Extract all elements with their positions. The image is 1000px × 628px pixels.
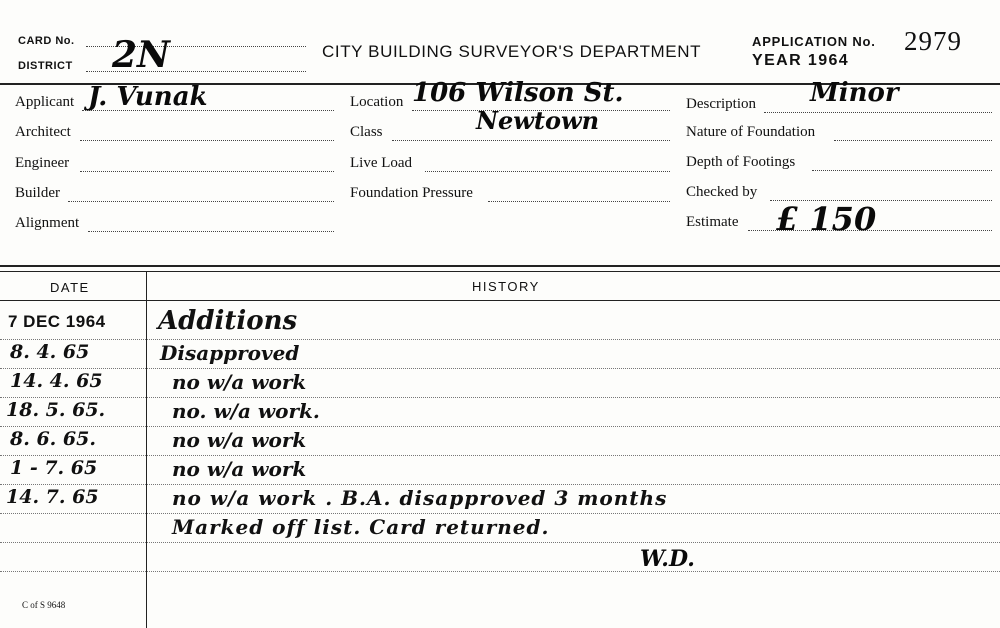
- ruled-line: [0, 484, 1000, 485]
- depth-of-footings-label: Depth of Footings: [686, 154, 796, 170]
- architect-line: [80, 140, 334, 141]
- department-title: CITY BUILDING SURVEYOR'S DEPARTMENT: [322, 42, 702, 61]
- history-entry-date: 1 - 7. 65: [10, 457, 98, 479]
- nature-of-foundation-label: Nature of Foundation: [686, 124, 816, 140]
- card-no-label: CARD No.: [18, 35, 75, 47]
- alignment-line: [88, 231, 334, 232]
- ruled-line: [0, 513, 1000, 514]
- history-entry-text: no w/a work: [172, 457, 307, 481]
- history-entry-date: 14. 4. 65: [10, 370, 103, 392]
- builder-line: [68, 201, 334, 202]
- history-entry-date: 7 DEC 1964: [8, 312, 106, 331]
- initials: W.D.: [640, 546, 695, 572]
- live-load-label: Live Load: [350, 155, 413, 171]
- district-value: 2N: [112, 34, 170, 76]
- application-number: 2979: [904, 26, 962, 56]
- history-entry-date: 14. 7. 65: [6, 486, 99, 508]
- history-entry-text: no w/a work: [172, 370, 307, 394]
- year-label: YEAR 1964: [752, 52, 850, 69]
- history-entry-text: no w/a work . B.A. disapproved 3 months: [172, 486, 668, 510]
- history-rule-top: [0, 265, 1000, 267]
- description-value: Minor: [810, 78, 899, 108]
- description-label: Description: [686, 96, 756, 112]
- ruled-line: [0, 339, 1000, 340]
- district-label: DISTRICT: [18, 60, 73, 72]
- foundation-pressure-label: Foundation Pressure: [350, 185, 473, 201]
- class-label: Class: [350, 124, 383, 140]
- history-entry-date: 18. 5. 65.: [6, 399, 106, 421]
- alignment-label: Alignment: [15, 215, 80, 231]
- ruled-line: [0, 455, 1000, 456]
- depth-of-footings-line: [812, 170, 992, 171]
- ruled-line: [0, 571, 1000, 572]
- ruled-line: [0, 542, 1000, 543]
- ruled-line: [0, 397, 1000, 398]
- history-rule-top-2: [0, 271, 1000, 272]
- description-line: [764, 112, 992, 113]
- applicant-value: J. Vunak: [88, 82, 208, 112]
- ruled-line: [0, 368, 1000, 369]
- applicant-label: Applicant: [15, 94, 75, 110]
- engineer-line: [80, 171, 334, 172]
- history-entry-text: Additions: [158, 306, 298, 336]
- builder-label: Builder: [15, 185, 60, 201]
- history-entry-date: 8. 6. 65.: [10, 428, 96, 450]
- nature-of-foundation-line: [834, 140, 992, 141]
- history-entry-text: no. w/a work.: [172, 399, 320, 423]
- history-entry-text: Marked off list. Card returned.: [172, 515, 550, 539]
- checked-by-label: Checked by: [686, 184, 758, 200]
- location-value: 106 Wilson St.: [412, 78, 624, 108]
- column-divider: [146, 272, 147, 628]
- history-entry-date: 8. 4. 65: [10, 341, 90, 363]
- estimate-value: £ 150: [776, 200, 877, 238]
- class-value: Newtown: [476, 106, 600, 135]
- class-line: [392, 140, 670, 141]
- foundation-pressure-line: [488, 201, 670, 202]
- history-header-rule: [0, 300, 1000, 301]
- estimate-label: Estimate: [686, 214, 739, 230]
- live-load-line: [425, 171, 670, 172]
- date-column-header: DATE: [50, 280, 90, 295]
- application-no-label: APPLICATION No.: [752, 34, 876, 49]
- ruled-line: [0, 426, 1000, 427]
- history-entry-text: Disapproved: [160, 341, 300, 365]
- history-entry-text: no w/a work: [172, 428, 307, 452]
- form-number: C of S 9648: [22, 600, 66, 610]
- location-label: Location: [350, 94, 404, 110]
- history-column-header: HISTORY: [472, 279, 540, 294]
- architect-label: Architect: [15, 124, 71, 140]
- engineer-label: Engineer: [15, 155, 70, 171]
